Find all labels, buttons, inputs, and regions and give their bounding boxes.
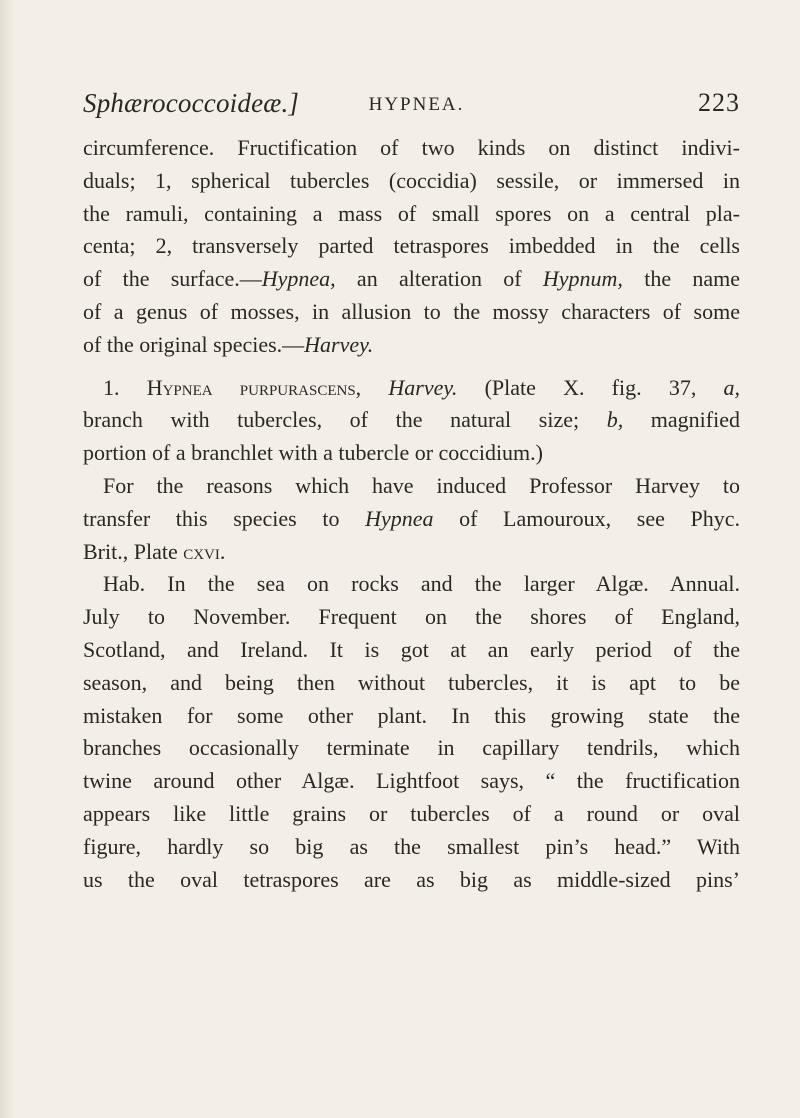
text-line: duals; 1, spherical tubercles (coccidia) sessile, or immersed in (83, 167, 740, 193)
species-number: 1. (103, 374, 147, 400)
text-run: an alteration of (335, 266, 543, 292)
text-line: July to November. Frequent on the shores of England, (83, 604, 740, 630)
plate-number: cxvi. (183, 538, 226, 564)
text-line: centa; 2, transversely parted tetraspores imbedded in the cells (83, 233, 740, 259)
text-run: the name (622, 266, 740, 292)
text-line: mistaken for some other plant. In this growing state the (83, 702, 740, 728)
text-line: the ramuli, containing a mass of small spores on a central pla- (83, 200, 740, 226)
text-line: appears like little grains or tubercles of a round or oval (83, 800, 740, 826)
genus-name: Hypnea, (261, 266, 336, 292)
section-title: Sphærococcoideæ.] (83, 88, 300, 118)
author-name: Harvey. (388, 374, 458, 400)
text-line: circumference. Fructification of two kinds on distinct indivi- (83, 135, 740, 160)
running-header (83, 88, 740, 122)
text-line (83, 263, 740, 296)
text-line (83, 372, 740, 405)
text-run: magnified (623, 407, 740, 433)
genus-name: Hypnea (365, 505, 434, 531)
text-run: Brit., Plate (83, 538, 184, 564)
text-line: figure, hardly so big as the smallest pin’s head.” With (83, 833, 740, 859)
text-line: of a genus of mosses, in allusion to the mossy characters of some (83, 298, 740, 324)
text-run: (Plate X. fig. 37, (457, 374, 724, 400)
text-line (83, 536, 740, 569)
text-run: transfer this species to (83, 505, 366, 531)
figure-letter: b, (606, 407, 624, 433)
page-number: 223 (698, 88, 740, 117)
text-line: season, and being then without tubercles, it is apt to be (83, 669, 740, 695)
text-line (83, 503, 740, 536)
text-line: twine around other Algæ. Lightfoot says, “ the fructification (83, 768, 740, 794)
text-line (83, 404, 740, 437)
figure-letter: a, (723, 374, 741, 400)
species-name: Hypnea purpurascens, (146, 374, 362, 400)
text-line: Scotland, and Ireland. It is got at an early period of the (83, 636, 740, 662)
author-name: Harvey. (304, 331, 374, 357)
text-run: branch with tubercles, of the natural size; (83, 407, 607, 433)
text-line: Hab. In the sea on rocks and the larger Algæ. Annual. (103, 571, 740, 597)
text-run (361, 375, 388, 400)
text-line (83, 329, 740, 362)
text-line: us the oval tetraspores are as big as middle-sized pins’ (83, 866, 740, 892)
text-line: For the reasons which have induced Professor Harvey to (103, 472, 740, 498)
page-edge-shadow (0, 0, 14, 1118)
text-run: of the surface.— (83, 266, 262, 292)
text-line: portion of a branchlet with a tubercle or coccidium.) (83, 440, 543, 466)
running-title: HYPNEA. (368, 94, 465, 115)
genus-name: Hypnum, (542, 266, 623, 292)
text-run: of Lamouroux, see Phyc. (433, 505, 740, 531)
body-text (83, 132, 740, 896)
text-run: of the original species.— (83, 331, 305, 357)
text-line: branches occasionally terminate in capillary tendrils, which (83, 735, 740, 761)
